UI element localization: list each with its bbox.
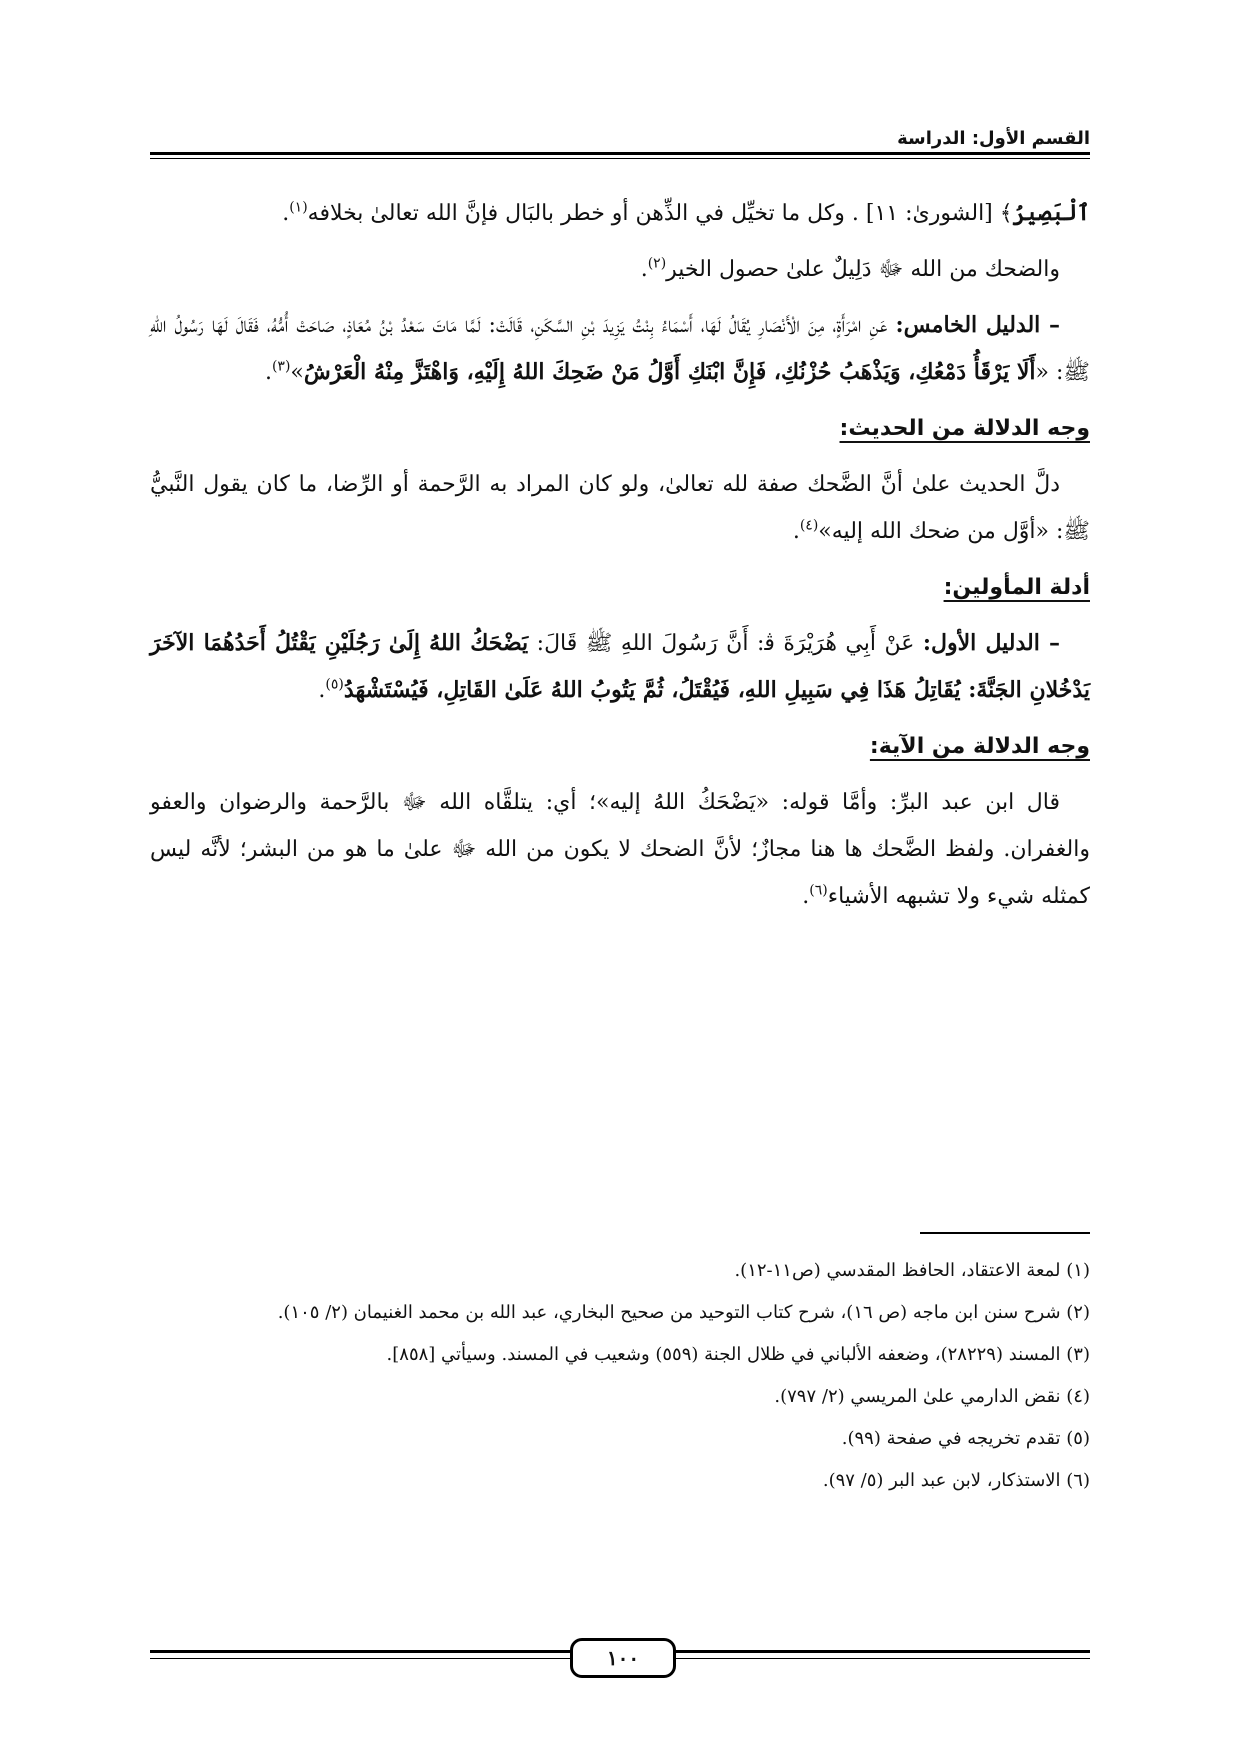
header-rule-thin bbox=[150, 158, 1090, 159]
footnote-ref-2[interactable]: (٢) bbox=[647, 255, 667, 272]
footnote-6: (٦) الاستذكار، لابن عبد البر (٥/ ٩٧). bbox=[822, 1470, 1090, 1491]
paragraph-1: ٱلْبَصِيرُ﴾ [الشورىٰ: ١١] . وكل ما تخيِّل في الذِّهن أو خطر بالبَال فإنَّ الله تعالىٰ بخلافه$^{(١)}$. bbox=[282, 199, 1090, 226]
evidence-label-1: – الدليل الأول: bbox=[922, 630, 1060, 656]
hadith-text-bold-2: يَضْحَكُ اللهُ إِلَىٰ رَجُلَيْنِ يَقْتُلُ أَحَدُهُمَا الآخَرَ يَدْخُلانِ الجَنَّةَ: يُقَاتِلُ هَذَا فِي سَبِيلِ اللهِ، فَيُقْتَلُ، ثُمَّ يَتُوبُ اللهُ عَلَىٰ القَاتِلِ، فَيُسْتَشْهَدُ bbox=[150, 630, 1090, 703]
header-rule-thick bbox=[150, 152, 1090, 155]
section-heading-hadith: وجه الدلالة من الحديث: bbox=[839, 416, 1090, 441]
section-heading-interpreters: أدلة المأولين: bbox=[943, 575, 1090, 600]
paragraph-4: دلَّ الحديث علىٰ أنَّ الضَّحك صفة لله تعالىٰ، ولو كان المراد به الرَّحمة أو الرِّضا، ما كان يقول النَّبيُّ ﷺ: «أوَّل من ضحك الله إليه»$^{(٤)}$. bbox=[150, 472, 1090, 544]
section-heading-verse: وجه الدلالة من الآية: bbox=[869, 734, 1090, 759]
footnotes bbox=[150, 1252, 1090, 1504]
footnote-ref-4[interactable]: (٤) bbox=[799, 517, 819, 534]
footnote-ref-6[interactable]: (٦) bbox=[809, 882, 828, 899]
verse-word: ٱلْبَصِيرُ bbox=[1012, 200, 1090, 226]
evidence-label-5: – الدليل الخامس: bbox=[895, 312, 1061, 338]
paragraph-5: – الدليل الأول: عَنْ أَبِي هُرَيْرَةَ ﭬ: أَنَّ رَسُولَ اللهِ ﷺ قَالَ: يَضْحَكُ اللهُ إِلَىٰ رَجُلَيْنِ يَقْتُلُ أَحَدُهُمَا الآخَرَ يَدْخُلانِ الجَنَّةَ: يُقَاتِلُ هَذَا فِي سَبِيلِ اللهِ، فَيُقْتَلُ، ثُمَّ يَتُوبُ اللهُ عَلَىٰ القَاتِلِ، فَيُسْتَشْهَدُ$^{(٥)}$. bbox=[150, 630, 1090, 703]
paragraph-6: قال ابن عبد البرِّ: وأمَّا قوله: «يَضْحَكُ اللهُ إليه»؛ أي: يتلقَّاه الله ﷻ بالرَّحمة والرضوان والعفو والغفران. ولفظ الضَّحك ها هنا مجازٌ؛ لأنَّ الضحك لا يكون من الله ﷻ علىٰ ما هو من البشر؛ لأنَّه ليس كمثله شيء ولا تشبهه الأشياء$^{(٦)}$. bbox=[150, 790, 1090, 909]
footnote-separator bbox=[920, 1232, 1090, 1234]
hadith-text-bold: أَلَا يَرْقَأُ دَمْعُكِ، وَيَذْهَبُ حُزْنُكِ، فَإِنَّ ابْنَكِ أَوَّلُ مَنْ ضَحِكَ اللهُ إِلَيْهِ، وَاهْتَزَّ مِنْهُ الْعَرْشُ bbox=[303, 359, 1036, 385]
paragraph-2: والضحك من الله ﷻ دَلِيلٌ علىٰ حصول الخير$^{(٢)}$. bbox=[640, 255, 1060, 282]
footnote-1: (١) لمعة الاعتقاد، الحافظ المقدسي (ص١١-١٢). bbox=[734, 1260, 1090, 1281]
paragraph-3: – الدليل الخامس: عَنِ امْرَأَةٍ، مِنَ الْأَنْصَارِ يُقَالُ لَهَا، أَسْمَاءُ بِنْتُ يَزِيدَ بْنِ السَّكَنِ، قَالَتْ: لَمَّا مَاتَ سَعْدُ بْنُ مُعَاذٍ، صَاحَتْ أُمُّهُ، فَقَالَ لَهَا رَسُولُ اللهِ ﷺ: «أَلَا يَرْقَأُ دَمْعُكِ، وَيَذْهَبُ حُزْنُكِ، فَإِنَّ ابْنَكِ أَوَّلُ مَنْ ضَحِكَ اللهُ إِلَيْهِ، وَاهْتَزَّ مِنْهُ الْعَرْشُ»$^{(٣)}$. bbox=[150, 312, 1090, 385]
footnote-2: (٢) شرح سنن ابن ماجه (ص ١٦)، شرح كتاب التوحيد من صحيح البخاري، عبد الله بن محمد الغنيمان (٢/ ١٠٥). bbox=[277, 1302, 1090, 1323]
footnote-3: (٣) المسند (٢٨٢٢٩)، وضعفه الألباني في ظلال الجنة (٥٥٩) وشعيب في المسند. وسيأتي [٨٥٨]. bbox=[386, 1344, 1090, 1365]
footnote-ref-1[interactable]: (١) bbox=[289, 199, 308, 216]
footnote-5: (٥) تقدم تخريجه في صفحة (٩٩). bbox=[841, 1428, 1090, 1449]
footnote-ref-5[interactable]: (٥) bbox=[325, 676, 344, 693]
footnote-ref-3[interactable]: (٣) bbox=[271, 358, 291, 375]
footnote-4: (٤) نقض الدارمي علىٰ المريسي (٢/ ٧٩٧). bbox=[774, 1386, 1090, 1407]
page-number: ١٠٠ bbox=[570, 1638, 676, 1678]
verse-rest: ﴾ [الشورىٰ: ١١] . وكل ما تخيِّل في الذِّهن أو خطر بالبَال فإنَّ الله تعالىٰ بخلافه bbox=[307, 201, 1013, 226]
main-text bbox=[150, 190, 1090, 929]
running-header: القسم الأول: الدراسة bbox=[897, 128, 1090, 149]
